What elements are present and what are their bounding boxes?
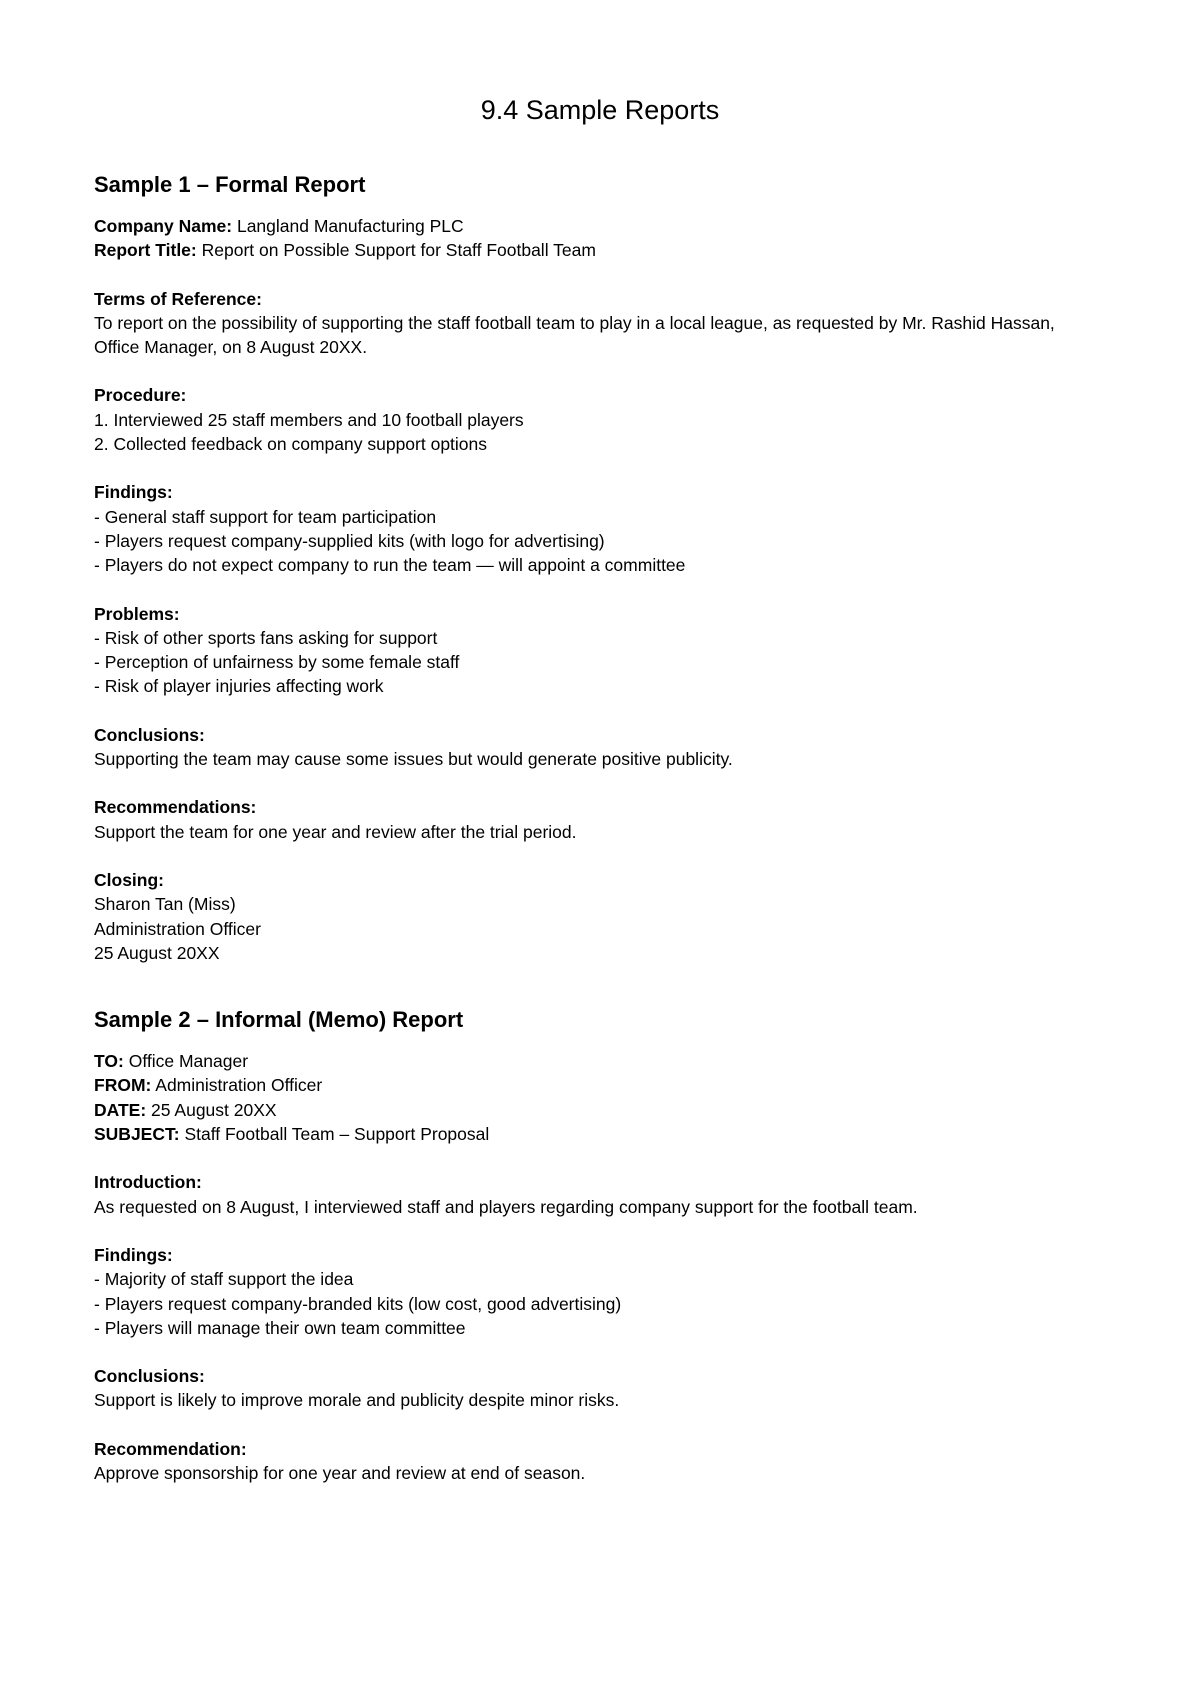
report-title-line (94, 238, 1106, 262)
recommendations-heading: Recommendations: (94, 797, 257, 818)
memo-subject-label: SUBJECT: (94, 1124, 180, 1145)
list-item: - Majority of staff support the idea (94, 1269, 354, 1290)
list-item: - Risk of other sports fans asking for support (94, 627, 438, 648)
sample-1-formal-report (94, 170, 1106, 965)
conclusions-heading: Conclusions: (94, 724, 205, 745)
memo-to-label: TO: (94, 1051, 124, 1072)
list-item: - Players will manage their own team committee (94, 1317, 466, 1338)
sample-1-title: Sample 1 – Formal Report (94, 172, 366, 197)
problems-heading: Problems: (94, 603, 180, 624)
memo-recommendation-text: Approve sponsorship for one year and review at end of season. (94, 1462, 586, 1483)
procedure-list (94, 408, 1106, 457)
terms-heading: Terms of Reference: (94, 288, 262, 309)
memo-from-label: FROM: (94, 1075, 152, 1096)
recommendations-text: Support the team for one year and review after the trial period. (94, 821, 577, 842)
sample-2-memo-report (94, 1005, 1106, 1485)
introduction-section (94, 1170, 1106, 1219)
list-item: 2. Collected feedback on company support options (94, 434, 488, 455)
memo-conclusions-section (94, 1364, 1106, 1413)
report-title-value: Report on Possible Support for Staff Football Team (201, 240, 596, 261)
closing-section (94, 868, 1106, 965)
procedure-section (94, 383, 1106, 456)
problems-list (94, 626, 1106, 699)
terms-text: To report on the possibility of supporting the staff football team to play in a local league, as requested by Mr. Rashid Hassan, Office Manager, on 8 August 20XX. (94, 312, 1055, 358)
conclusions-text: Supporting the team may cause some issues but would generate positive publicity. (94, 749, 733, 770)
procedure-heading: Procedure: (94, 385, 187, 406)
page-title: 9.4 Sample Reports (480, 95, 720, 125)
conclusions-section (94, 723, 1106, 772)
introduction-text: As requested on 8 August, I interviewed staff and players regarding company support for the football team. (94, 1196, 918, 1217)
company-name-line (94, 214, 1106, 238)
memo-from-value: Administration Officer (155, 1075, 323, 1096)
memo-findings-heading: Findings: (94, 1244, 173, 1265)
list-item: - General staff support for team participation (94, 506, 437, 527)
list-item: - Players request company-supplied kits (with logo for advertising) (94, 530, 605, 551)
sample-2-title: Sample 2 – Informal (Memo) Report (94, 1007, 464, 1033)
closing-date: 25 August 20XX (94, 942, 220, 963)
introduction-heading: Introduction: (94, 1172, 202, 1193)
memo-header-fields (94, 1049, 1106, 1146)
findings-heading: Findings: (94, 482, 173, 503)
memo-recommendation-heading: Recommendation: (94, 1438, 247, 1459)
company-name-label: Company Name: (94, 216, 233, 236)
closing-name: Sharon Tan (Miss) (94, 894, 236, 915)
findings-list (94, 505, 1106, 578)
list-item: - Risk of player injuries affecting work (94, 676, 384, 697)
memo-from-line (94, 1073, 1106, 1097)
recommendations-section (94, 795, 1106, 844)
list-item: 1. Interviewed 25 staff members and 10 football players (94, 409, 524, 430)
closing-heading: Closing: (94, 869, 164, 890)
memo-to-value: Office Manager (128, 1051, 249, 1072)
findings-section (94, 480, 1106, 577)
company-name-value: Langland Manufacturing PLC (236, 216, 464, 236)
memo-findings-section (94, 1243, 1106, 1340)
memo-recommendation-section (94, 1437, 1106, 1486)
problems-section (94, 602, 1106, 699)
memo-conclusions-text: Support is likely to improve morale and publicity despite minor risks. (94, 1390, 620, 1411)
memo-date-value: 25 August 20XX (151, 1099, 277, 1120)
list-item: - Players do not expect company to run the team — will appoint a committee (94, 555, 686, 576)
memo-date-line (94, 1098, 1106, 1122)
closing-position: Administration Officer (94, 918, 261, 939)
memo-findings-list (94, 1267, 1106, 1340)
list-item: - Players request company-branded kits (low cost, good advertising) (94, 1293, 622, 1314)
list-item: - Perception of unfairness by some female staff (94, 652, 460, 673)
report-title-label: Report Title: (94, 240, 197, 261)
memo-date-label: DATE: (94, 1099, 147, 1120)
memo-subject-value: Staff Football Team – Support Proposal (184, 1124, 490, 1145)
terms-of-reference (94, 287, 1106, 360)
memo-subject-line (94, 1122, 1106, 1146)
report-header-fields (94, 214, 1106, 263)
memo-conclusions-heading: Conclusions: (94, 1366, 205, 1387)
memo-to-line (94, 1049, 1106, 1073)
